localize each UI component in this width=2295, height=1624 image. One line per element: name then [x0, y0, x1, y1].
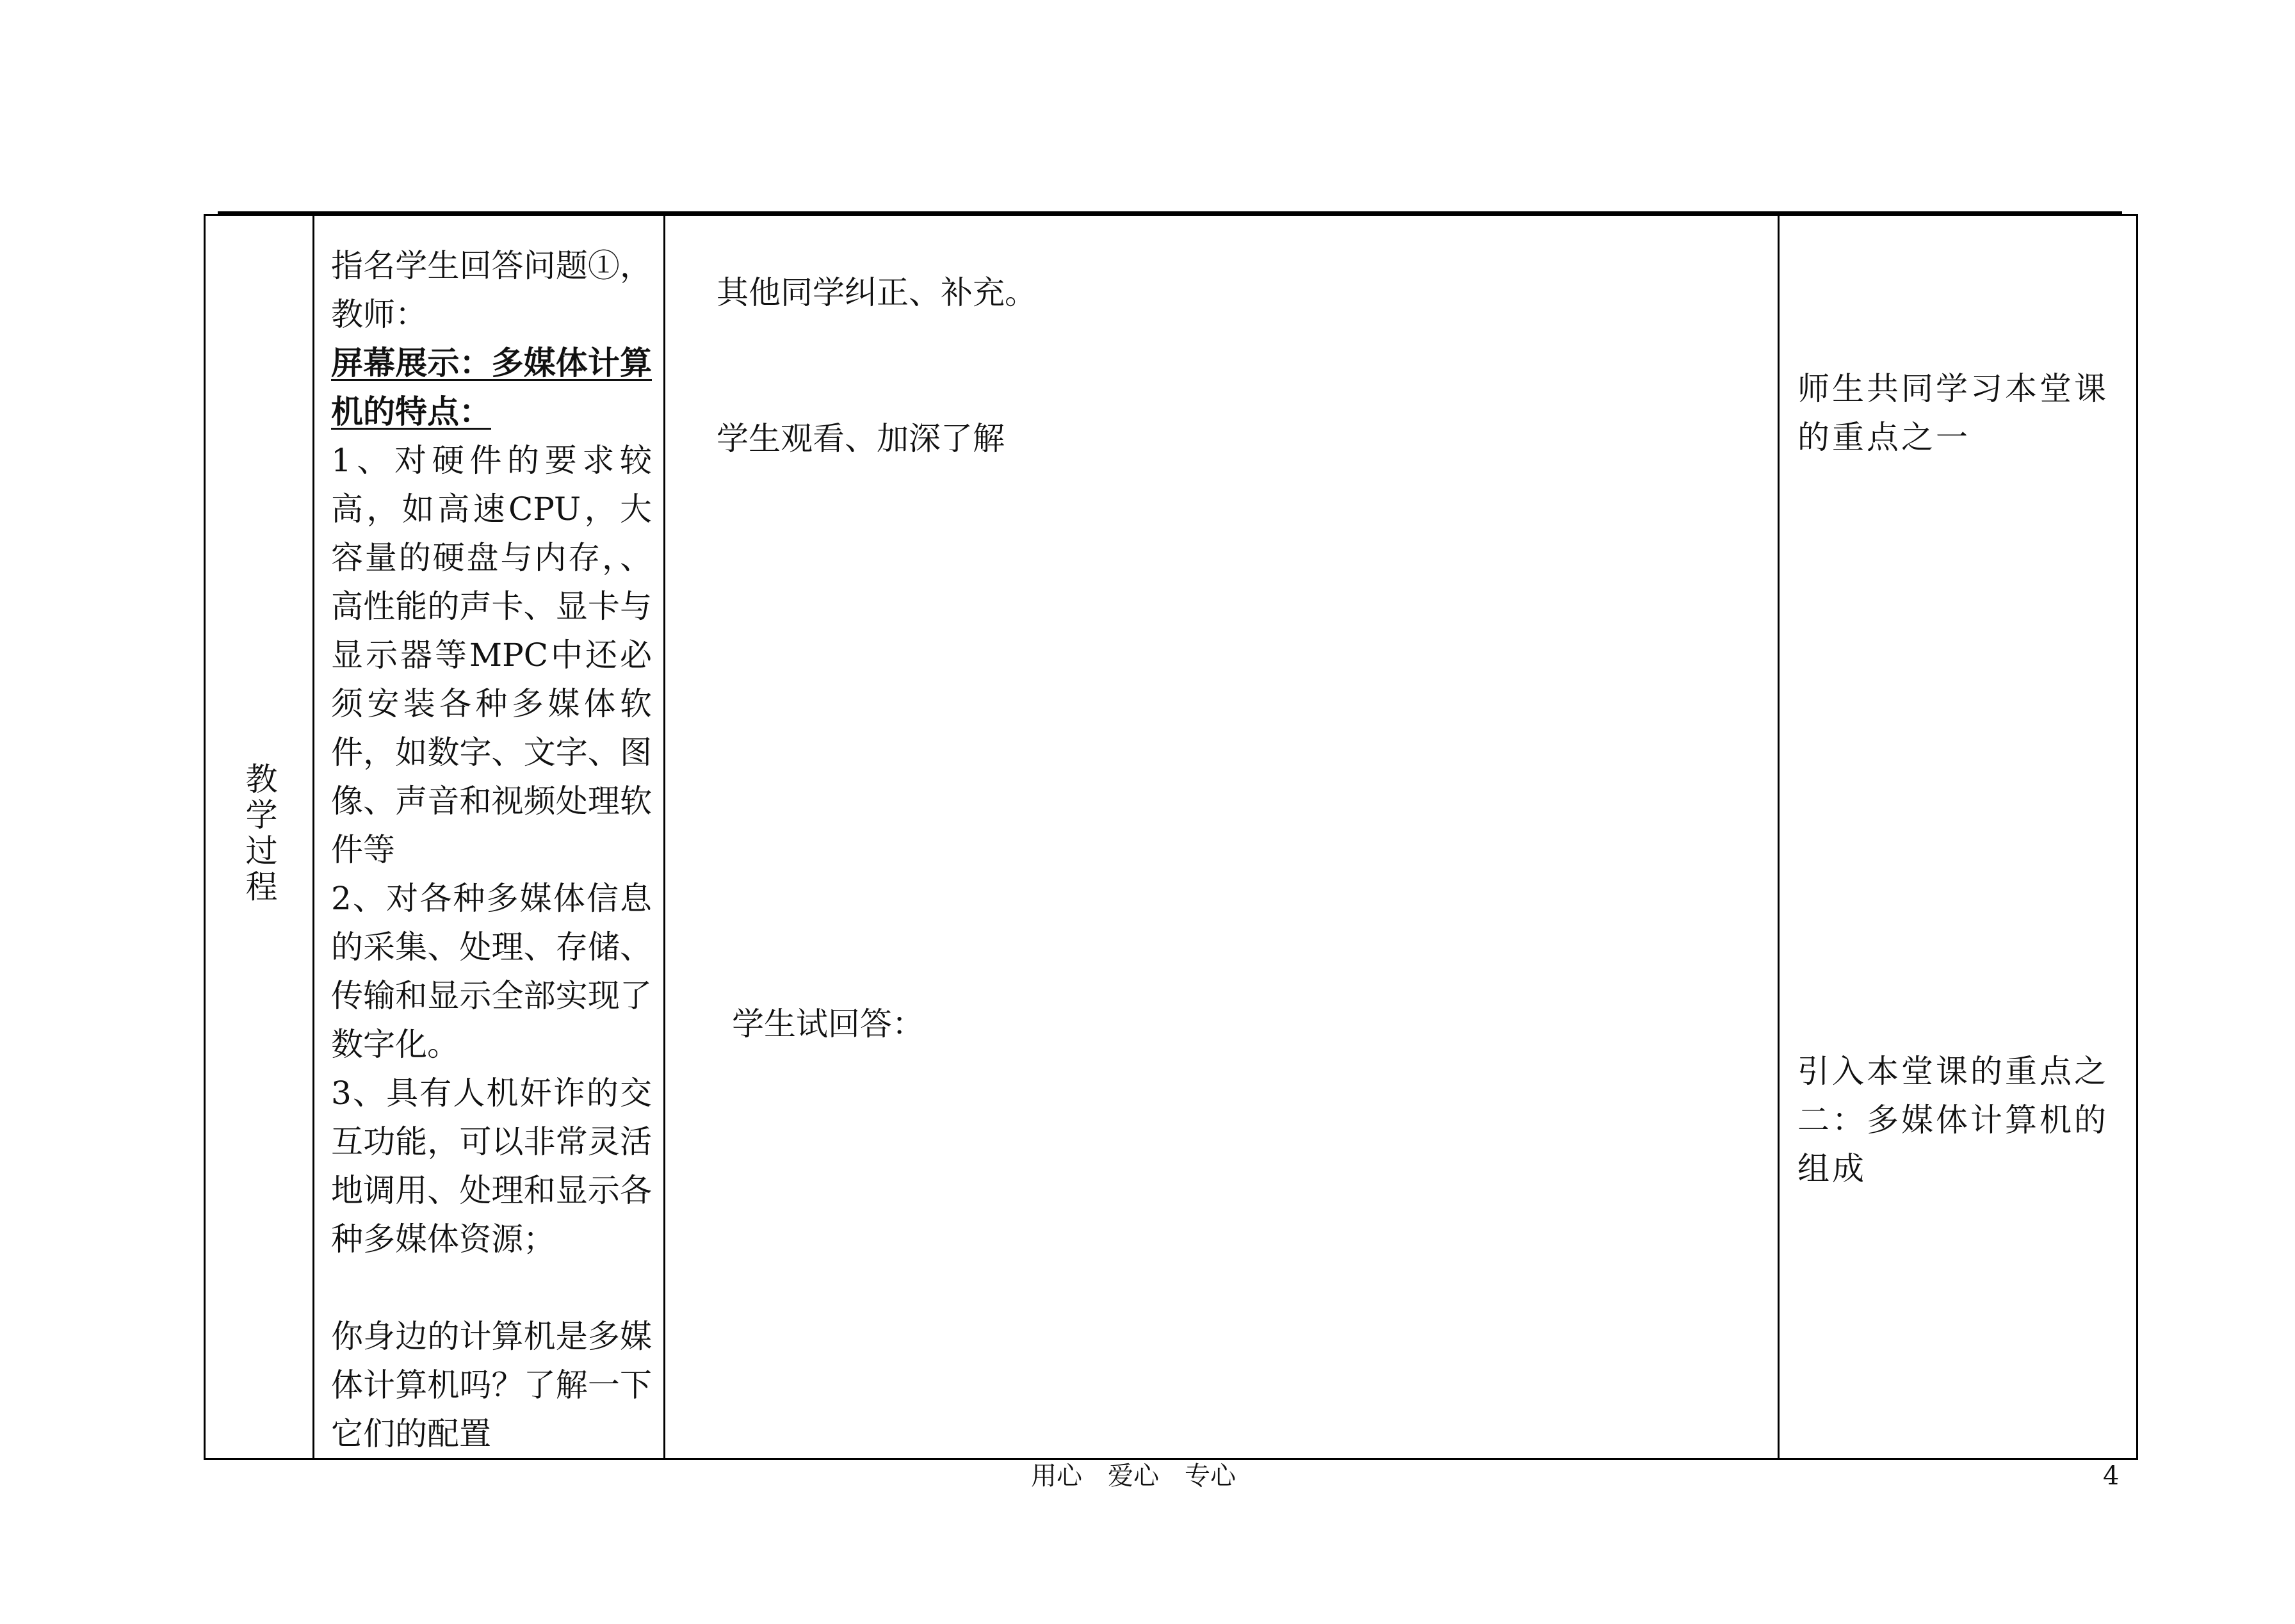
student-activity-2: 学生观看、加深了解 — [717, 420, 1005, 457]
feature-item-2: 2、对各种多媒体信息的采集、处理、存储、传输和显示全部实现了数字化。 — [331, 880, 652, 1063]
student-activity-3: 学生试回答： — [732, 1005, 924, 1043]
footer-slogan: 用心 爱心 专心 — [1031, 1461, 1236, 1491]
page-number: 4 — [2103, 1461, 2120, 1491]
student-activity-cell — [665, 215, 1779, 1459]
feature-item-1: 1、对硬件的要求较高，如高速CPU，大容量的硬盘与内存，、高性能的声卡、显卡与显示器等MPC中还必须安装各种多媒体软件，如数字、文字、图像、声音和视频处理软件等 — [331, 442, 652, 868]
table-row — [205, 215, 2137, 1459]
teacher-instruction: 指名学生回答问题①，教师： — [331, 247, 652, 333]
design-intent-2: 引入本堂课的重点之二：多媒体计算机的组成 — [1797, 1053, 2109, 1187]
design-intent-cell — [1779, 215, 2137, 1459]
design-intent-1: 师生共同学习本堂课的重点之一 — [1797, 370, 2109, 456]
stage-cell — [205, 215, 314, 1459]
stage-label: 教学过程 — [240, 761, 278, 905]
teacher-activity-cell — [314, 215, 665, 1459]
screen-display-heading: 屏幕展示：多媒体计算机的特点： — [331, 344, 652, 430]
feature-item-3: 3、具有人机奸诈的交互功能，可以非常灵活地调用、处理和显示各种多媒体资源； — [331, 1075, 652, 1258]
teacher-question: 你身边的计算机是多媒体计算机吗？了解一下它们的配置 — [331, 1318, 652, 1452]
student-activity-1: 其他同学纠正、补充。 — [717, 274, 1037, 311]
lesson-plan-table — [204, 214, 2138, 1460]
